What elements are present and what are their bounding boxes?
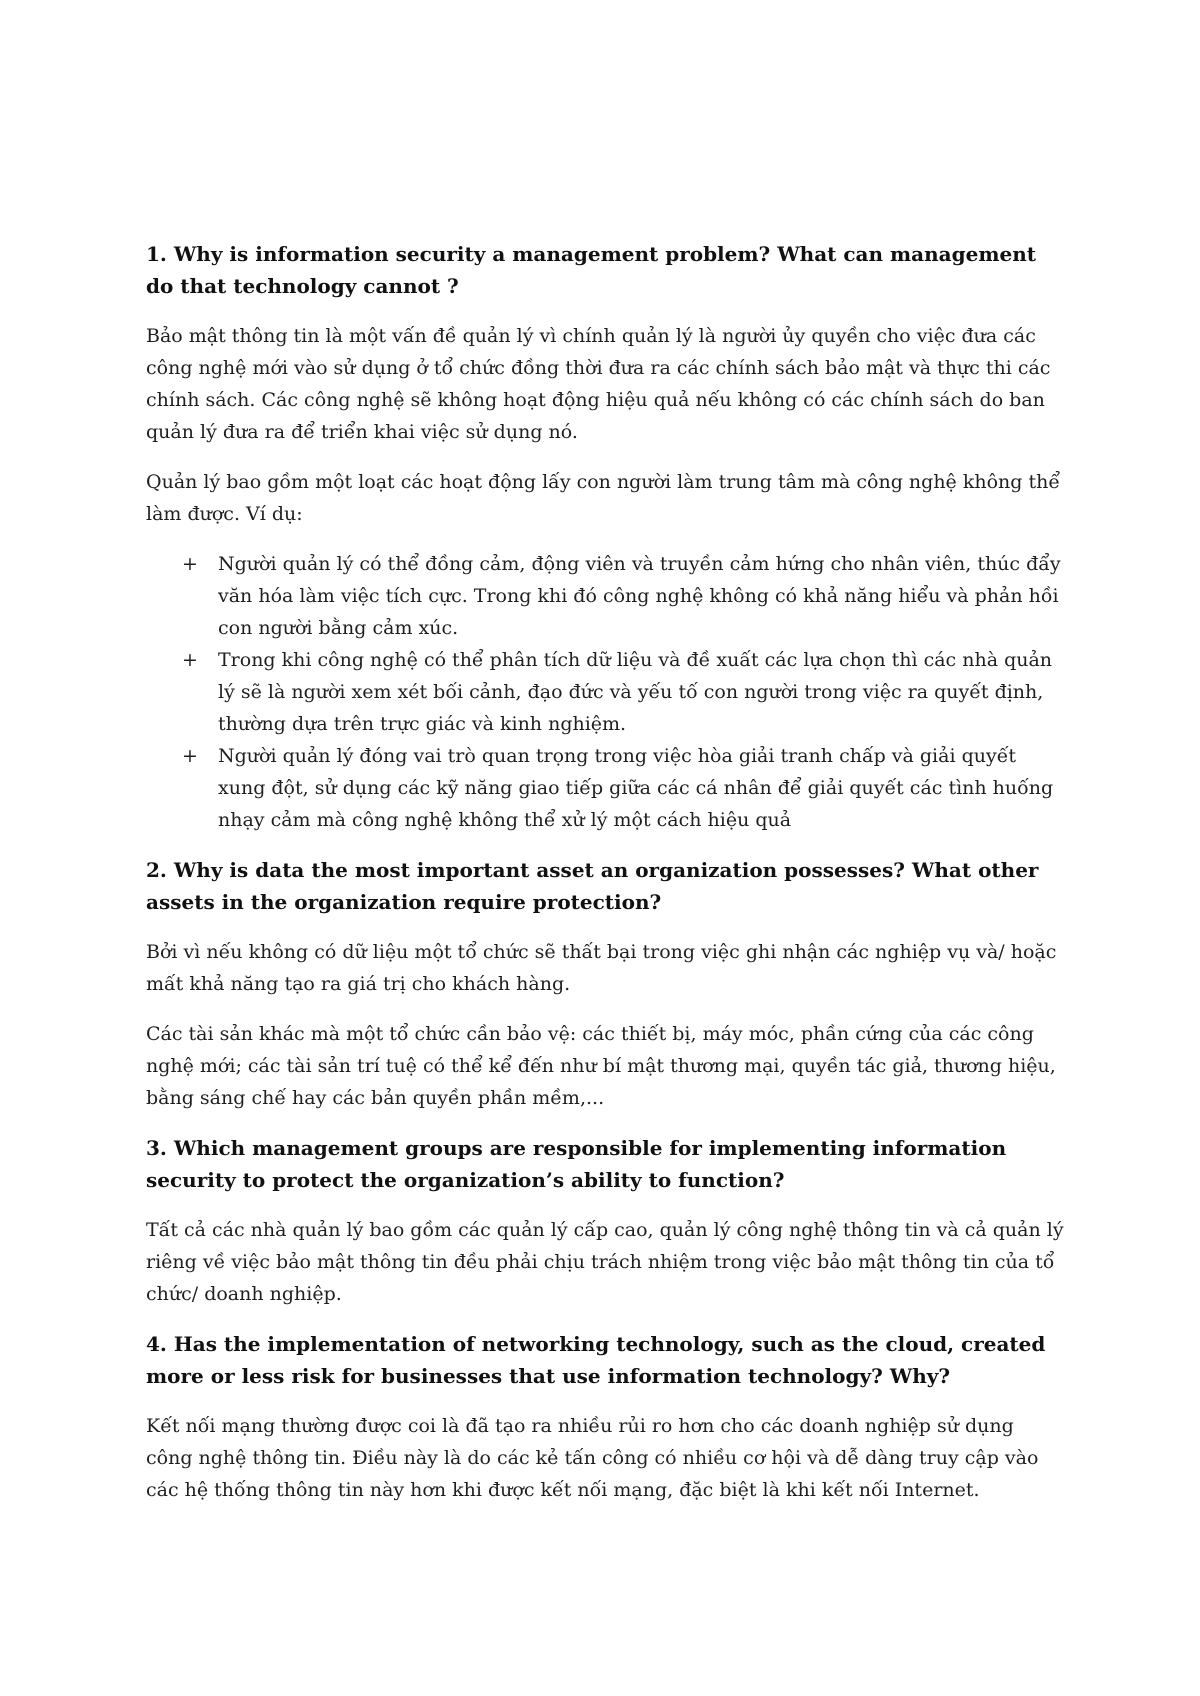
question-4-heading: 4. Has the implementation of networking technology, such as the cloud, created more or less risk for businesses that use information technology? Why? (146, 1332, 1046, 1388)
answer-2-paragraph-1: Bởi vì nếu không có dữ liệu một tổ chức sẽ thất bại trong việc ghi nhận các nghiệp vụ và/ hoặc mất khả năng tạo ra giá trị cho khách hàng. (146, 941, 1057, 995)
bullet-text: Người quản lý đóng vai trò quan trọng trong việc hòa giải tranh chấp và giải quyết xung đột, sử dụng các kỹ năng giao tiếp giữa các cá nhân để giải quyết các tình huống nhạy cảm mà công nghệ không thể xử lý một cách hiệu quả (218, 745, 1054, 831)
answer-2-paragraph-2: Các tài sản khác mà một tổ chức cần bảo vệ: các thiết bị, máy móc, phần cứng của các công nghệ mới; các tài sản trí tuệ có thể kể đến như bí mật thương mại, quyền tác giả, thương hiệu, bằng sáng chế hay các bản quyền phần mềm,... (146, 1023, 1056, 1109)
document-body (146, 238, 1066, 1524)
question-3-heading: 3. Which management groups are responsible for implementing information security to protect the organization’s ability to function? (146, 1136, 1007, 1192)
question-2-heading: 2. Why is data the most important asset an organization possesses? What other assets in the organization require protection? (146, 858, 1039, 914)
bullet-text: Trong khi công nghệ có thể phân tích dữ liệu và đề xuất các lựa chọn thì các nhà quản lý sẽ là người xem xét bối cảnh, đạo đức và yếu tố con người trong việc ra quyết định, thường dựa trên trực giác và kinh nghiệm. (218, 649, 1053, 735)
bullet-item (146, 740, 1066, 836)
answer-3-paragraph-1: Tất cả các nhà quản lý bao gồm các quản lý cấp cao, quản lý công nghệ thông tin và cả quản lý riêng về việc bảo mật thông tin đều phải chịu trách nhiệm trong việc bảo mật thông tin của tổ chức/ doanh nghiệp. (146, 1219, 1064, 1305)
question-1-heading: 1. Why is information security a management problem? What can management do that technology cannot ? (146, 242, 1037, 298)
answer-1-paragraph-1: Bảo mật thông tin là một vấn đề quản lý vì chính quản lý là người ủy quyền cho việc đưa các công nghệ mới vào sử dụng ở tổ chức đồng thời đưa ra các chính sách bảo mật và thực thi các chính sách. Các công nghệ sẽ không hoạt động hiệu quả nếu không có các chính sách do ban quản lý đưa ra để triển khai việc sử dụng nó. (146, 325, 1051, 443)
plus-bullet-marker: + (182, 649, 198, 671)
bullet-item (146, 644, 1066, 740)
plus-bullet-marker: + (182, 745, 198, 767)
plus-bullet-marker: + (182, 553, 198, 575)
answer-1-bullet-list (146, 548, 1066, 836)
bullet-text: Người quản lý có thể đồng cảm, động viên và truyền cảm hứng cho nhân viên, thúc đẩy văn hóa làm việc tích cực. Trong khi đó công nghệ không có khả năng hiểu và phản hồi con người bằng cảm xúc. (218, 553, 1061, 639)
answer-4-paragraph-1: Kết nối mạng thường được coi là đã tạo ra nhiều rủi ro hơn cho các doanh nghiệp sử dụng công nghệ thông tin. Điều này là do các kẻ tấn công có nhiều cơ hội và dễ dàng truy cập vào các hệ thống thông tin này hơn khi được kết nối mạng, đặc biệt là khi kết nối Internet. (146, 1415, 1039, 1501)
bullet-item (146, 548, 1066, 644)
answer-1-paragraph-2: Quản lý bao gồm một loạt các hoạt động lấy con người làm trung tâm mà công nghệ không thể làm được. Ví dụ: (146, 471, 1061, 525)
